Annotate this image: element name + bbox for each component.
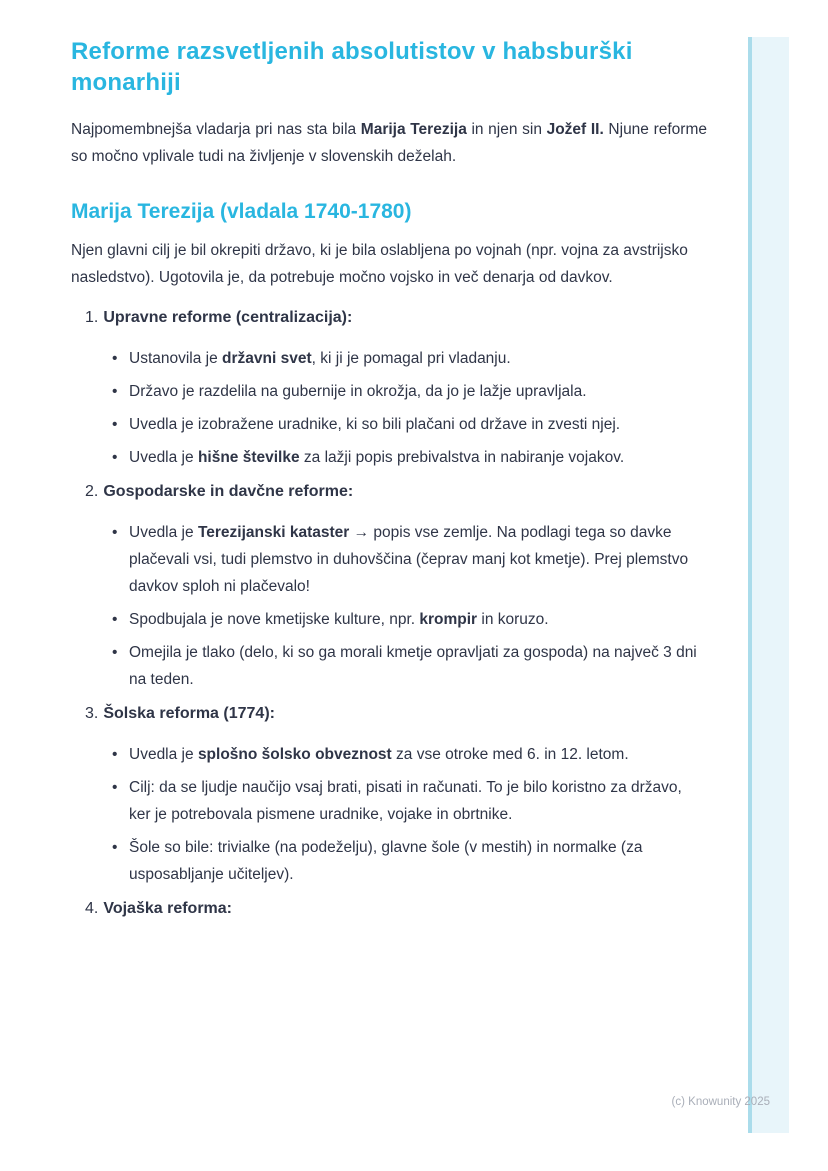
bullet-item	[112, 606, 707, 633]
bullet-item	[112, 444, 707, 471]
bullet-text: Državo je razdelila na gubernije in okrožja, da jo je lažje upravljala.	[129, 383, 587, 400]
bullet-item	[112, 834, 707, 888]
bullet-text: Šole so bile: trivialke (na podeželju), glavne šole (v mestih) in normalke (za usposabljanje učiteljev).	[129, 839, 643, 883]
bullet-item	[112, 411, 707, 438]
item-number: 3.	[85, 705, 99, 722]
bullet-text: Uvedla je splošno šolsko obveznost za vse otroke med 6. in 12. letom.	[129, 746, 629, 763]
bullet-text: Uvedla je izobražene uradnike, ki so bili plačani od države in zvesti njej.	[129, 416, 621, 433]
document-body	[71, 36, 707, 936]
list-item	[85, 703, 707, 888]
reforms-list	[71, 307, 707, 920]
item-title: Gospodarske in davčne reforme:	[103, 483, 354, 500]
item-heading	[85, 703, 707, 725]
bullet-item	[112, 774, 707, 828]
copyright-notice: (c) Knowunity 2025	[671, 1096, 770, 1108]
bullet-item	[112, 519, 707, 600]
bullet-item	[112, 741, 707, 768]
item-heading	[85, 481, 707, 503]
intro-paragraph: Najpomembnejša vladarja pri nas sta bila Marija Terezija in njen sin Jožef II. Njune reforme so močno vplivale tudi na življenje v slovenskih deželah.	[71, 121, 707, 165]
item-number: 4.	[85, 900, 99, 917]
bullet-text: Uvedla je Terezijanski kataster → popis vse zemlje. Na podlagi tega so davke plačevali vsi, tudi plemstvo in duhovščina (čeprav manj kot kmetje). Prej plemstvo davkov sploh ni plačevalo!	[129, 524, 689, 595]
item-title: Šolska reforma (1774):	[103, 705, 275, 722]
bullet-list	[85, 519, 707, 693]
item-heading	[85, 898, 707, 920]
bullet-item	[112, 345, 707, 372]
bullet-list	[85, 741, 707, 888]
page-accent-strip	[748, 37, 789, 1133]
item-number: 2.	[85, 483, 99, 500]
bullet-list	[85, 345, 707, 471]
bullet-item	[112, 639, 707, 693]
bullet-text: Cilj: da se ljudje naučijo vsaj brati, pisati in računati. To je bilo koristno za državo, ker je potrebovala pismene uradnike, vojake in obrtnike.	[129, 779, 682, 823]
section-heading: Marija Terezija (vladala 1740-1780)	[71, 200, 412, 223]
bullet-text: Spodbujala je nove kmetijske kulture, npr. krompir in koruzo.	[129, 611, 549, 628]
section-lead-paragraph: Njen glavni cilj je bil okrepiti državo, ki je bila oslabljena po vojnah (npr. vojna za avstrijsko nasledstvo). Ugotovila je, da potrebuje močno vojsko in več denarja od davkov.	[71, 242, 688, 286]
list-item	[85, 481, 707, 693]
page-title: Reforme razsvetljenih absolutistov v habsburški monarhiji	[71, 38, 633, 96]
item-title: Upravne reforme (centralizacija):	[103, 309, 353, 326]
item-title: Vojaška reforma:	[103, 900, 232, 917]
bullet-item	[112, 378, 707, 405]
item-heading	[85, 307, 707, 329]
item-number: 1.	[85, 309, 99, 326]
bullet-text: Omejila je tlako (delo, ki so ga morali kmetje opravljati za gospoda) na največ 3 dni na teden.	[129, 644, 697, 688]
bullet-text: Uvedla je hišne številke za lažji popis prebivalstva in nabiranje vojakov.	[129, 449, 625, 466]
list-item	[85, 898, 707, 920]
list-item	[85, 307, 707, 471]
bullet-text: Ustanovila je državni svet, ki ji je pomagal pri vladanju.	[129, 350, 511, 367]
